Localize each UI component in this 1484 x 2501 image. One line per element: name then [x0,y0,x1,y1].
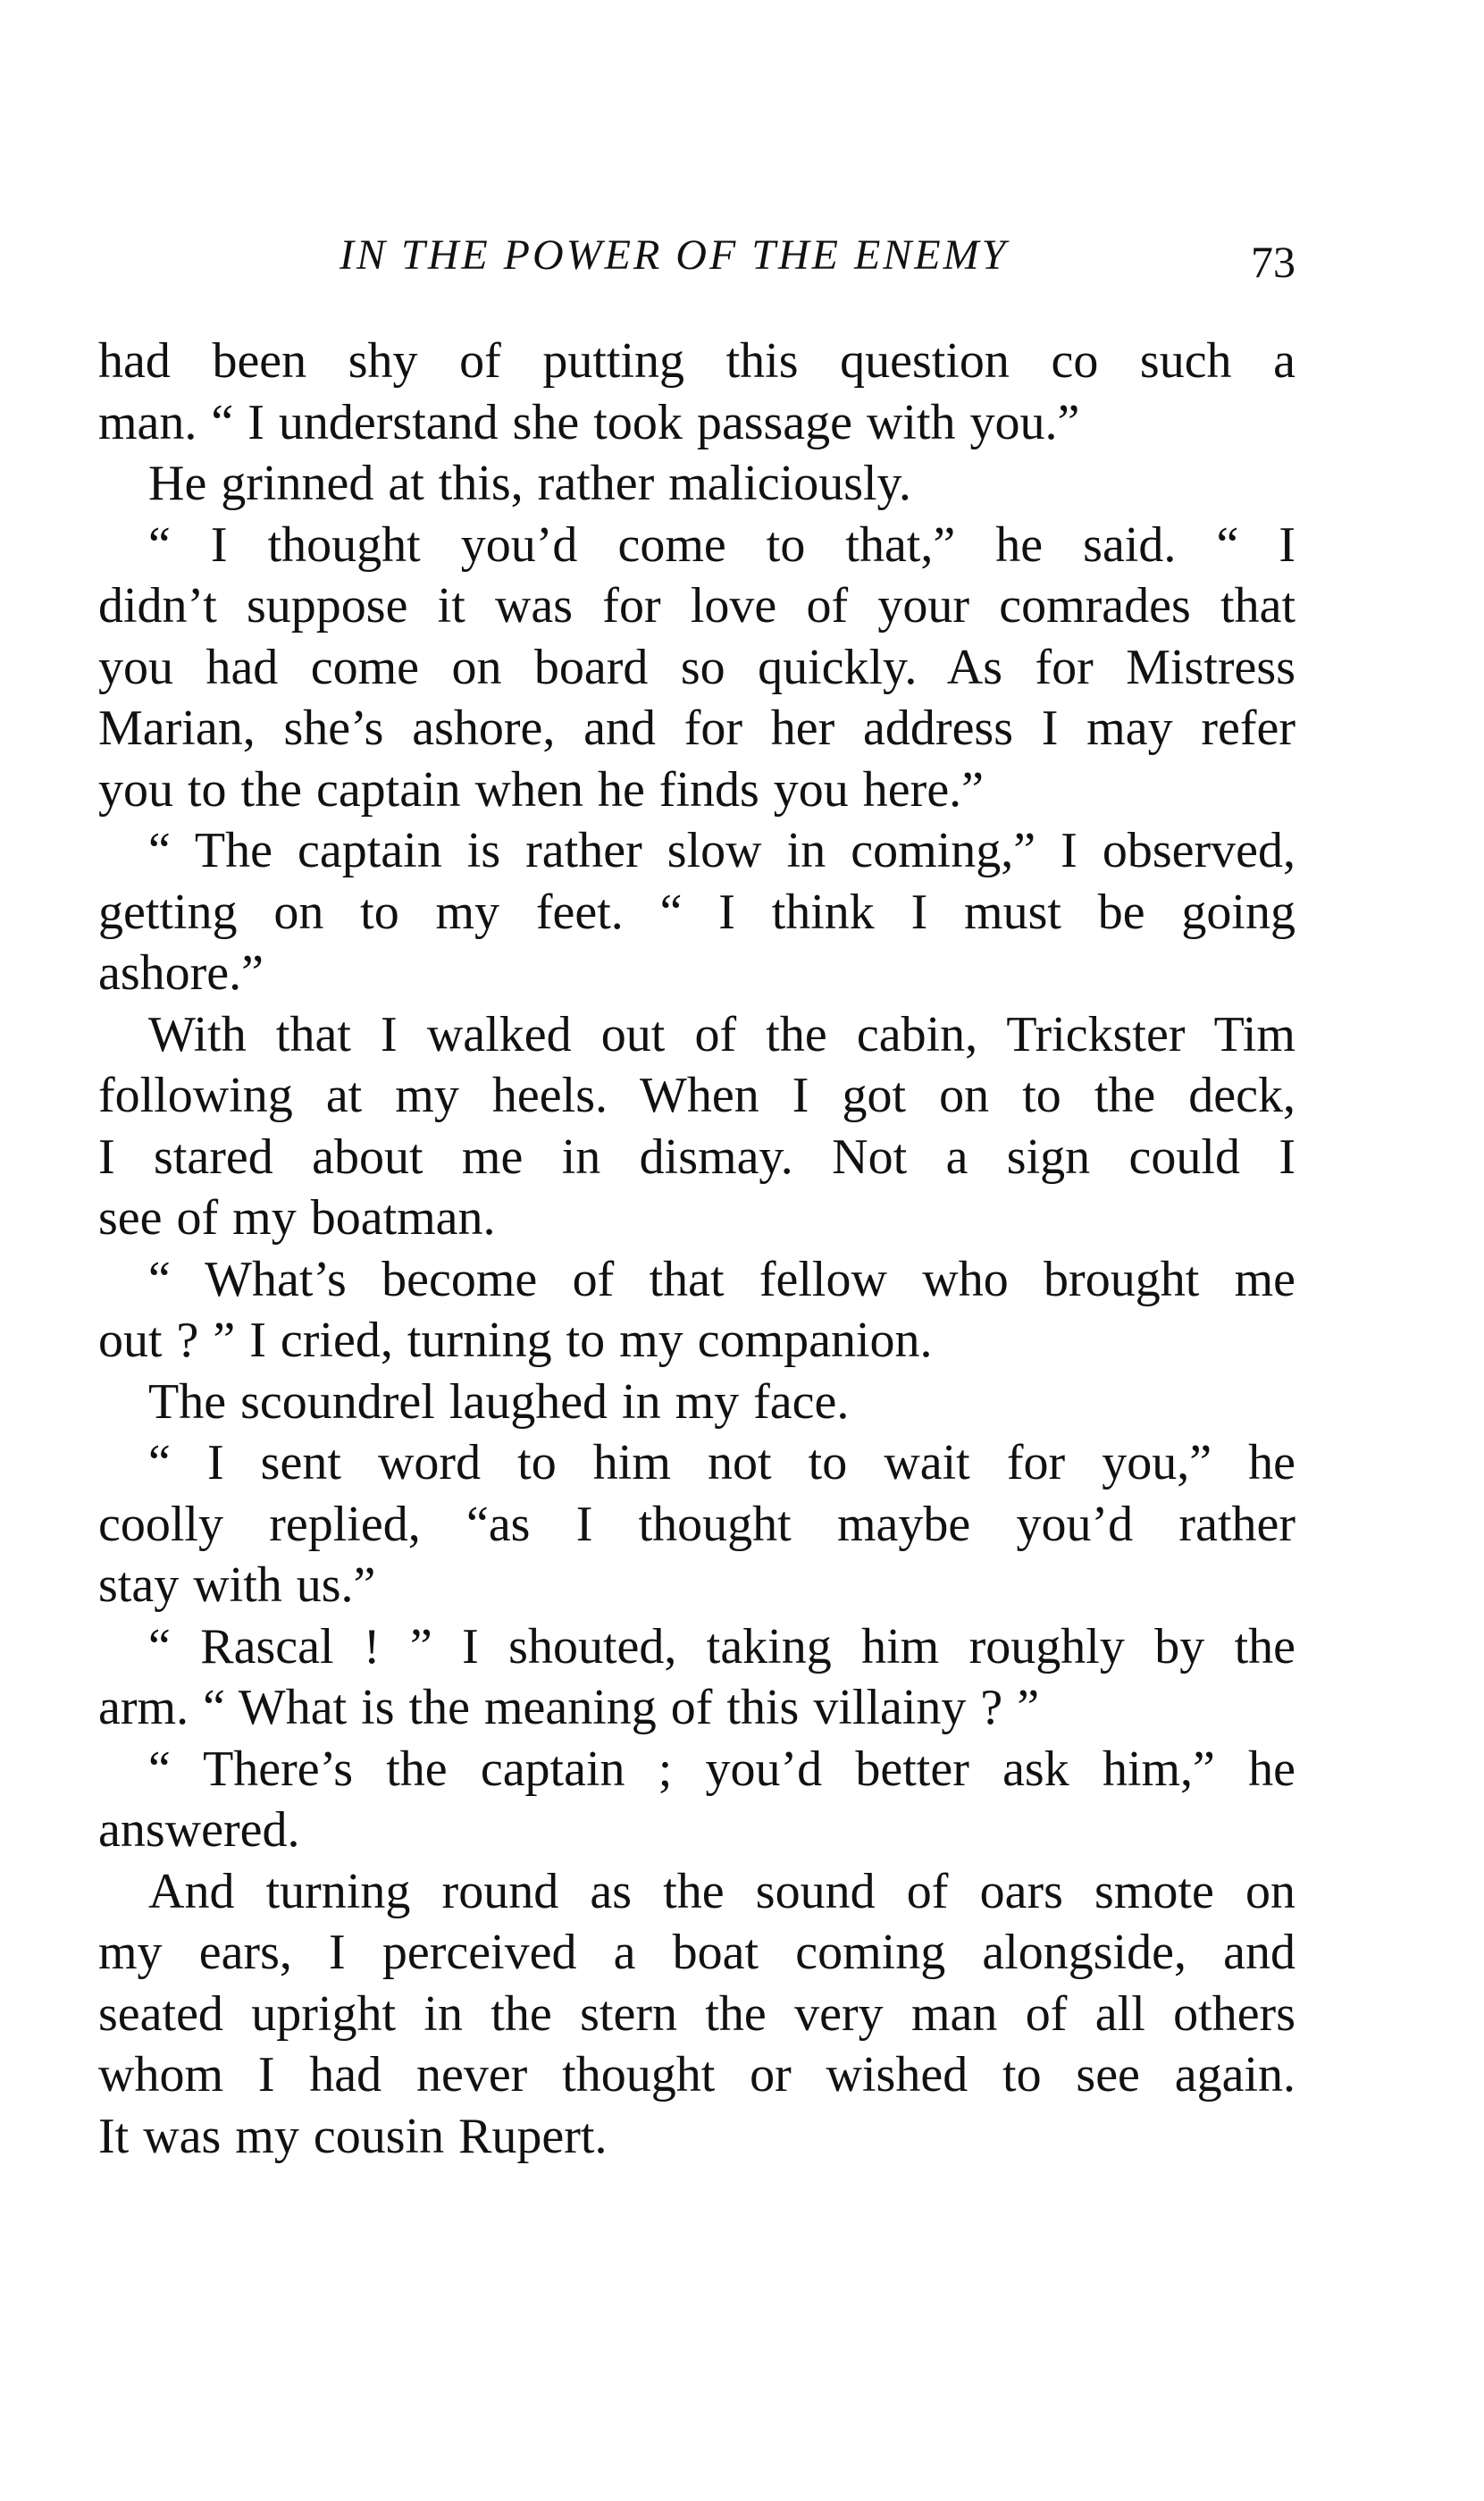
text-line: The scoundrel laughed in my face. [148,1373,850,1430]
text-line: you to the captain when he finds you here.” [98,761,985,818]
running-head [98,231,1295,293]
text-line: ashore.” [98,945,264,1001]
text-line: I stared about me in dismay. Not a sign could I [98,1129,1295,1185]
text-line: “ The captain is rather slow in coming,” I observed, [148,823,1295,878]
text-line: following at my heels. When I got on to the deck, [98,1068,1295,1123]
text-line: He grinned at this, rather maliciously. [148,456,911,511]
text-line: see of my boatman. [98,1190,496,1246]
body-text [98,331,1295,2167]
text-line: arm. “ What is the meaning of this villainy ? ” [98,1680,1040,1735]
text-line: whom I had never thought or wished to see again. [98,2047,1295,2102]
text-line: It was my cousin Rupert. [98,2108,608,2164]
text-line: seated upright in the stern the very man of all others [98,1985,1295,2042]
text-line: stay with us.” [98,1557,376,1613]
text-line: my ears, I perceived a boat coming alongside, and [98,1925,1295,1980]
text-line: out ? ” I cried, turning to my companion. [98,1313,933,1368]
text-line: “ I thought you’d come to that,” he said. “ I [148,516,1295,573]
page-number: 73 [1251,237,1295,287]
text-line: With that I walked out of the cabin, Trickster Tim [148,1006,1295,1062]
text-line: Marian, she’s ashore, and for her address I may refer [98,701,1295,756]
text-line: coolly replied, “as I thought maybe you’d rather [98,1496,1295,1552]
text-line: “ There’s the captain ; you’d better ask him,” he [148,1741,1295,1797]
text-line: had been shy of putting this question co such a [98,333,1295,389]
text-line: “ What’s become of that fellow who brought me [148,1251,1295,1307]
running-title: IN THE POWER OF THE ENEMY [340,231,1009,279]
text-line: answered. [98,1802,300,1858]
text-line: didn’t suppose it was for love of your comrades that [98,578,1295,634]
text-line: And turning round as the sound of oars smote on [148,1863,1295,1919]
text-line: you had come on board so quickly. As for Mistress [98,639,1295,695]
text-line: “ I sent word to him not to wait for you,” he [148,1435,1295,1490]
text-line: “ Rascal ! ” I shouted, taking him roughly by the [148,1618,1295,1674]
text-line: getting on to my feet. “ I think I must be going [98,884,1295,940]
text-line: man. “ I understand she took passage with you.” [98,394,1080,450]
